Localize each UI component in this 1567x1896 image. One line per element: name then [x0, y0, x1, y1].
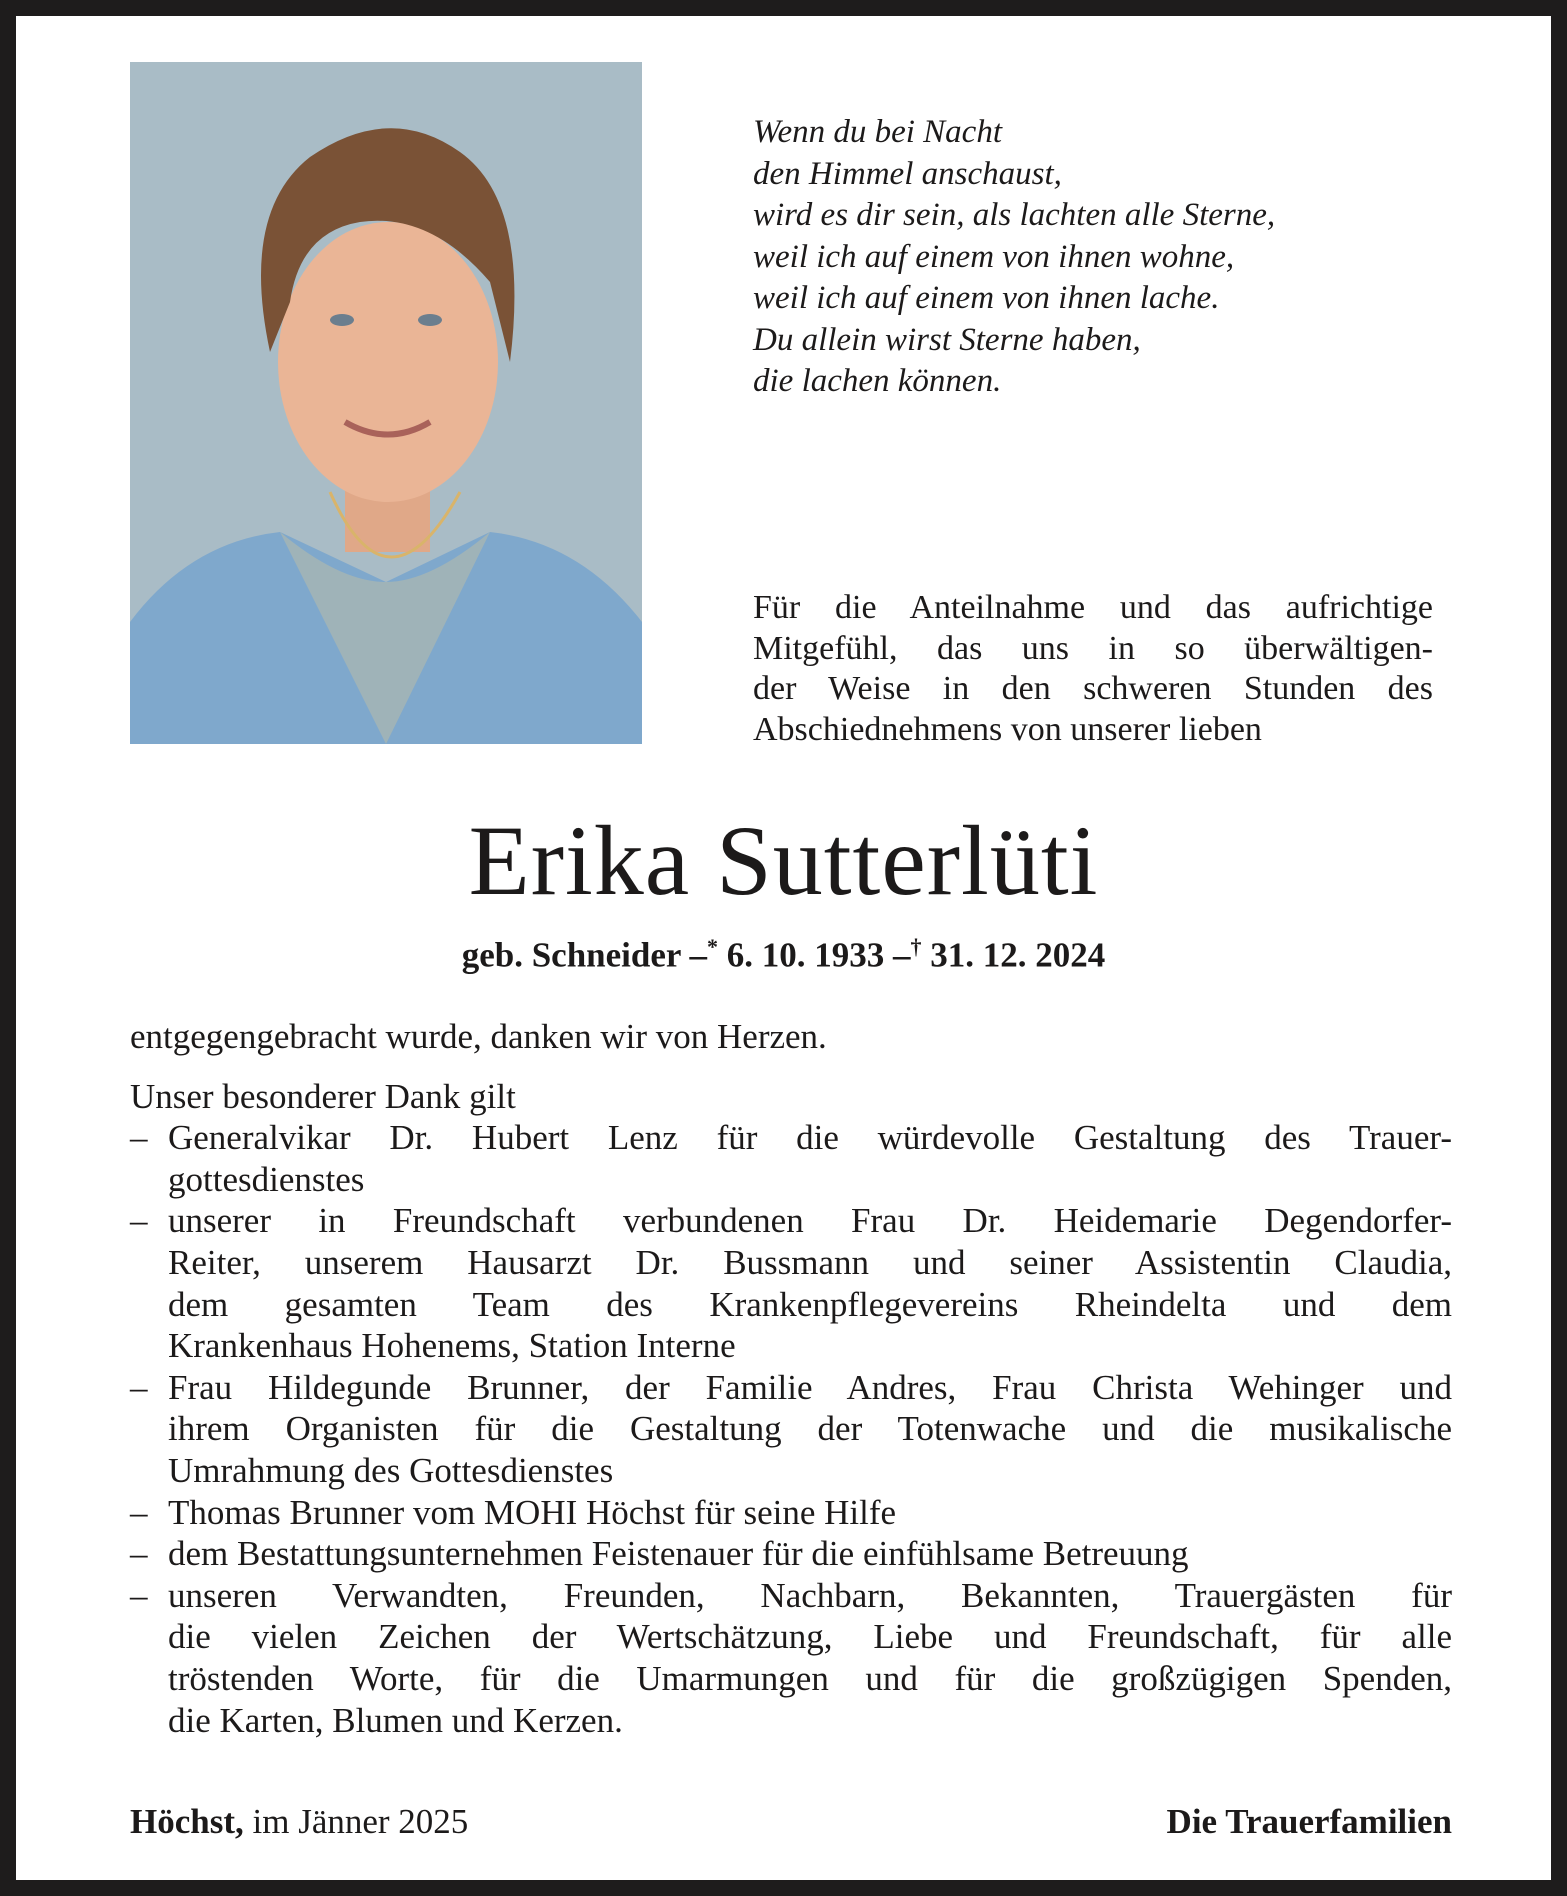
- poem-line: weil ich auf einem von ihnen wohne,: [753, 238, 1235, 275]
- thanks-list: [130, 1117, 1452, 1741]
- thanks-list-line: Thomas Brunner vom MOHI Höchst für seine Hilfe: [168, 1492, 897, 1532]
- dash-bullet: –: [130, 1492, 148, 1532]
- thanks-list-line: ihrem Organisten für die Gestaltung der Totenwache und die musikalische: [168, 1409, 1452, 1449]
- death-date: 31. 12. 2024: [930, 935, 1106, 975]
- thanks-list-line: Frau Hildegunde Brunner, der Familie Andres, Frau Christa Wehinger und: [168, 1367, 1452, 1407]
- thanks-list-line: Krankenhaus Hohenems, Station Interne: [168, 1326, 736, 1366]
- thanks-body: [130, 1016, 1452, 1741]
- thanks-list-line: tröstenden Worte, für die Umarmungen und für die großzügigen Spenden,: [168, 1658, 1452, 1698]
- life-dates: [16, 934, 1551, 976]
- place: Höchst,: [130, 1802, 244, 1841]
- poem-line: die lachen können.: [753, 363, 1002, 399]
- separator: –: [893, 935, 911, 975]
- place-date: [130, 1802, 468, 1842]
- intro-line: Für die Anteilnahme und das aufrichtige: [753, 589, 1433, 626]
- poem: [753, 112, 1275, 403]
- thanks-list-line: unseren Verwandten, Freunden, Nachbarn, Bekannten, Trauergästen für: [168, 1575, 1452, 1615]
- thanks-list-item: [130, 1367, 1452, 1492]
- thanks-list-line: unserer in Freundschaft verbundenen Frau Dr. Heidemarie Degendorfer-: [168, 1201, 1452, 1241]
- dash-bullet: –: [130, 1118, 148, 1158]
- dash-bullet: –: [130, 1534, 148, 1574]
- thanks-list-line: die Karten, Blumen und Kerzen.: [168, 1700, 623, 1740]
- dash-bullet: –: [130, 1575, 148, 1615]
- maiden-name: geb. Schneider: [461, 935, 681, 975]
- thanks-list-line: die vielen Zeichen der Wertschätzung, Liebe und Freundschaft, für alle: [168, 1617, 1452, 1657]
- thanks-list-line: Generalvikar Dr. Hubert Lenz für die würdevolle Gestaltung des Trauer-: [168, 1118, 1452, 1158]
- thanks-list-item: [130, 1492, 1452, 1534]
- poem-line: Wenn du bei Nacht: [753, 114, 1002, 150]
- footer: [130, 1802, 1452, 1842]
- dash-bullet: –: [130, 1367, 148, 1407]
- thanks-list-line: Umrahmung des Gottesdienstes: [168, 1450, 614, 1490]
- intro-line: Mitgefühl, das uns in so überwältigen-: [753, 629, 1433, 667]
- poem-line: den Himmel anschaust,: [753, 155, 1062, 192]
- birth-date: 6. 10. 1933: [726, 935, 885, 975]
- thanks-list-item: [130, 1117, 1452, 1200]
- intro-line: Abschiednehmens von unserer lieben: [753, 710, 1262, 748]
- poem-line: weil ich auf einem von ihnen lache.: [753, 280, 1220, 316]
- thanks-list-item: [130, 1575, 1452, 1741]
- separator: –: [689, 935, 708, 975]
- poem-line: Du allein wirst Sterne haben,: [753, 321, 1141, 358]
- special-thanks-heading: Unser besonderer Dank gilt: [130, 1076, 516, 1116]
- portrait-photo: [130, 62, 642, 744]
- thanks-list-line: dem gesamten Team des Krankenpflegevereins Rheindelta und dem: [168, 1284, 1452, 1324]
- thanks-list-line: gottesdienstes: [168, 1159, 365, 1199]
- intro-line: der Weise in den schweren Stunden des: [753, 670, 1433, 707]
- obituary-page: [16, 16, 1551, 1880]
- birth-symbol: *: [707, 934, 719, 959]
- poem-line: wird es dir sein, als lachten alle Sterne,: [753, 197, 1276, 233]
- thanks-list-item: [130, 1533, 1452, 1575]
- date: im Jänner 2025: [243, 1802, 469, 1841]
- intro-paragraph: [753, 588, 1433, 750]
- signature: Die Trauerfamilien: [1166, 1802, 1452, 1841]
- thanks-line: entgegengebracht wurde, danken wir von Herzen.: [130, 1017, 827, 1056]
- thanks-list-item: [130, 1200, 1452, 1366]
- thanks-list-line: Reiter, unserem Hausarzt Dr. Bussmann und seiner Assistentin Claudia,: [168, 1242, 1452, 1282]
- thanks-list-line: dem Bestattungsunternehmen Feistenauer für die einfühlsame Betreuung: [168, 1534, 1189, 1574]
- deceased-name: Erika Sutterlüti: [468, 805, 1099, 916]
- death-symbol: †: [910, 934, 922, 959]
- dash-bullet: –: [130, 1201, 148, 1241]
